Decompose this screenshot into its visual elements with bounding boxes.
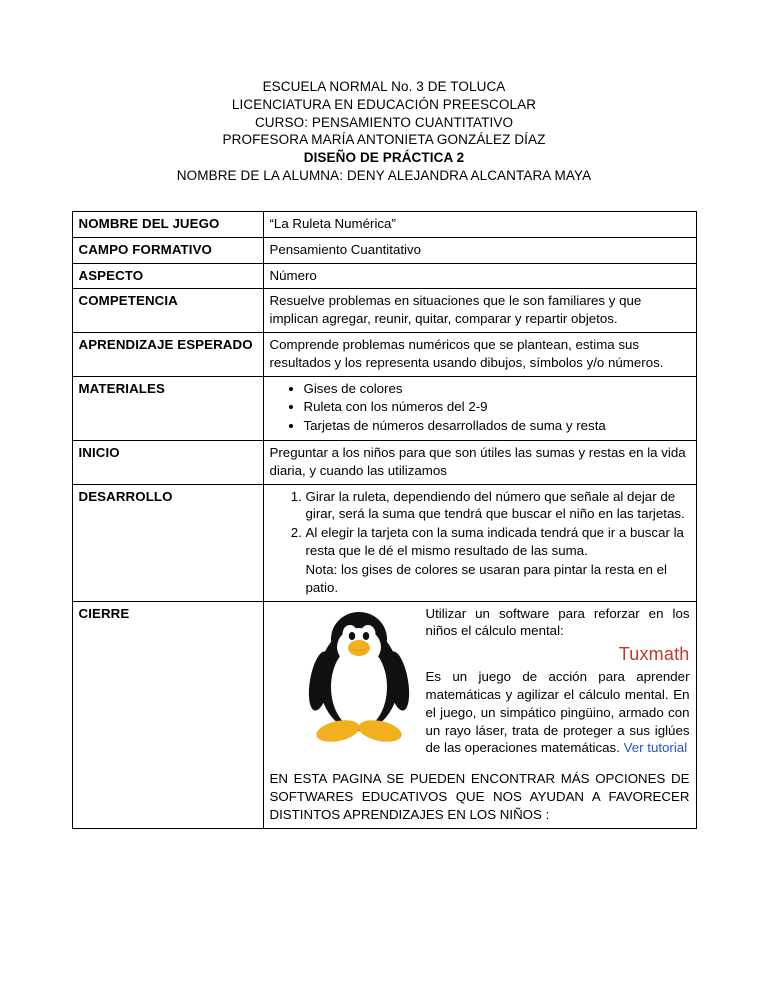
practice-design-table [72,211,697,829]
list-item: • Ruleta con los números del 2-9 [304,398,690,416]
row-value-inicio: Preguntar a los niños para que son útiles las sumas y restas en la vida diaria, y cuando las utilizamos [263,441,696,485]
header-line-degree: LICENCIATURA EN EDUCACIÓN PREESCOLAR [231,96,537,112]
cierre-body-1-text: Es un juego de acción para aprender matemáticas y agilizar el cálculo mental. En el juego, un simpático pingüino, armado con un rayo láser, trata de proteger a sus iglúes de las operaciones matemáticas. [425,669,690,756]
row-value-aprendizaje-esperado: Comprende problemas numéricos que se plantean, estima sus resultados y los representa usando dibujos, símbolos y/o números. [263,332,696,376]
row-label-nombre-del-juego: NOMBRE DEL JUEGO [72,211,263,237]
ver-tutorial-link[interactable]: Ver tutorial [623,740,688,756]
row-value-competencia: Resuelve problemas en situaciones que le son familiares y que implican agregar, reunir, quitar, comparar y repartir objetos. [263,289,696,333]
table-row [72,441,696,485]
header-line-title: DISEÑO DE PRÁCTICA 2 [303,150,465,166]
row-label-competencia: COMPETENCIA [72,289,263,333]
row-label-cierre: CIERRE [72,601,263,828]
header-line-professor: PROFESORA MARÍA ANTONIETA GONZÁLEZ DÍAZ [222,132,546,148]
header-line-student: NOMBRE DE LA ALUMNA: DENY ALEJANDRA ALCANTARA MAYA [176,168,592,184]
row-label-desarrollo: DESARROLLO [72,484,263,601]
table-row [72,376,696,440]
header-line-course: CURSO: PENSAMIENTO CUANTITATIVO [254,114,514,130]
list-item: • Gises de colores [304,380,690,398]
tux-penguin-image [300,607,418,747]
row-value-campo-formativo: Pensamiento Cuantitativo [263,237,696,263]
row-label-campo-formativo: CAMPO FORMATIVO [72,237,263,263]
desarrollo-note: Nota: los gises de colores se usaran para pintar la resta en el patio. [305,561,667,595]
row-label-aspecto: ASPECTO [72,263,263,289]
document-header [0,0,768,185]
table-row [72,237,696,263]
row-label-materiales: MATERIALES [72,376,263,440]
desarrollo-steps-list [270,488,690,560]
row-value-aspecto: Número [263,263,696,289]
row-value-cierre [263,601,696,828]
row-label-aprendizaje-esperado: APRENDIZAJE ESPERADO [72,332,263,376]
row-value-desarrollo [263,484,696,601]
row-value-nombre-del-juego: “La Ruleta Numérica” [263,211,696,237]
table-row [72,601,696,828]
cierre-body-2: EN ESTA PAGINA SE PUEDEN ENCONTRAR MÁS OPCIONES DE SOFTWARES EDUCATIVOS QUE NOS AYUDAN A FAVORECER DISTINTOS APRENDIZAJES EN LOS NIÑOS : [269,771,690,822]
row-value-materiales [263,376,696,440]
table-row [72,332,696,376]
list-item: • Tarjetas de números desarrollados de suma y resta [304,417,690,435]
cierre-intro: Utilizar un software para reforzar en los niños el cálculo mental: [425,605,690,639]
list-item: 1. Girar la ruleta, dependiendo del número que señale al dejar de girar, será la suma que tendrá que buscar el niño en las tarjetas. [306,488,690,524]
table-row [72,484,696,601]
materiales-list [270,380,690,435]
list-item: 2. Al elegir la tarjeta con la suma indicada tendrá que ir a buscar la resta que le dé el mismo resultado de las suma. [306,524,690,560]
table-row [72,289,696,333]
table-row [72,211,696,237]
table-row [72,263,696,289]
row-label-inicio: INICIO [72,441,263,485]
header-line-school: ESCUELA NORMAL No. 3 DE TOLUCA [262,79,506,94]
tuxmath-brand: Tuxmath [618,644,690,665]
cierre-spacer [270,757,690,770]
